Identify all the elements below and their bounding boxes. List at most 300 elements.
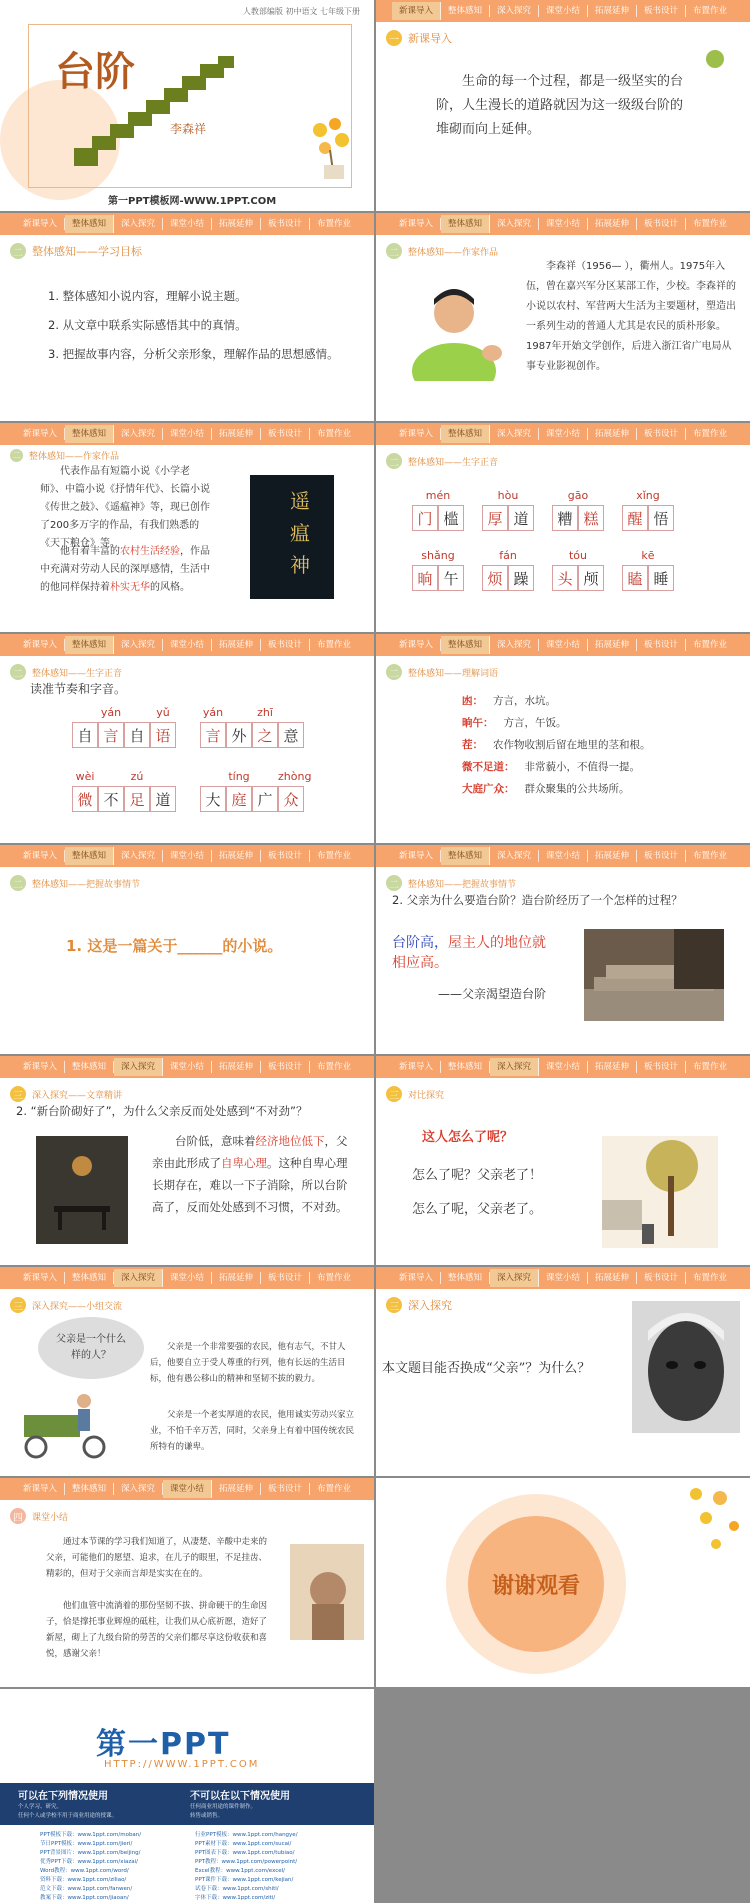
- vocab-definition: 方言，午饭。: [503, 717, 567, 729]
- slide-title-question: [376, 1267, 750, 1476]
- resource-link[interactable]: 字体下载：www.1ppt.com/ziti/: [195, 1895, 276, 1901]
- section-header: [10, 875, 140, 891]
- section-title: 整体感知——生字正音: [32, 668, 123, 679]
- nav-item[interactable]: 布置作业: [317, 851, 352, 861]
- idiom-char: [200, 706, 226, 748]
- nav-bar: [0, 423, 374, 445]
- pinyin-label: tóu: [568, 549, 587, 562]
- dot-icon: [706, 50, 724, 68]
- char-box: 道: [150, 786, 176, 812]
- nav-item[interactable]: 新课导入: [392, 1272, 441, 1284]
- nav-item[interactable]: 新课导入: [16, 1061, 65, 1073]
- nav-item[interactable]: 拓展延伸: [212, 1483, 261, 1495]
- nav-item[interactable]: 布置作业: [693, 219, 728, 229]
- char-pair: [622, 505, 674, 531]
- vocab-term: 微不足道：: [462, 761, 515, 773]
- title-question: 本文题目能否换成“父亲”？为什么？: [382, 1361, 591, 1376]
- discussion-text: 父亲是一个老实厚道的农民，他用诚实劳动兴家立业，不怕千辛万苦，同时，父亲身上有着中国传统农民所特有的谦卑。: [150, 1410, 355, 1452]
- char-box: 意: [278, 722, 304, 748]
- vocab-definition: 非常藐小，不值得一提。: [524, 761, 640, 773]
- nav-item[interactable]: 拓展延伸: [588, 639, 637, 651]
- char-box: 躁: [508, 565, 534, 591]
- cart-illustration: [14, 1385, 114, 1465]
- idiom-row: [72, 706, 304, 748]
- pinyin-label: yǔ: [156, 706, 170, 719]
- flower-illustration: [300, 110, 360, 180]
- nav-item[interactable]: 课堂小结: [163, 639, 212, 651]
- pinyin-label: yán: [100, 706, 122, 719]
- char-pair: [552, 565, 604, 591]
- pinyin-label: [124, 706, 150, 722]
- nav-item[interactable]: 拓展延伸: [588, 1061, 637, 1073]
- nav-item[interactable]: 整体感知: [441, 215, 490, 233]
- nav-item[interactable]: 深入探究: [490, 639, 539, 651]
- badge-icon: 三: [10, 1297, 26, 1313]
- section-header: [386, 453, 498, 469]
- char-box: 言: [200, 722, 226, 748]
- nav-item[interactable]: 布置作业: [693, 851, 728, 861]
- nav-item[interactable]: 整体感知: [65, 847, 114, 865]
- nav-item[interactable]: 布置作业: [317, 1062, 352, 1072]
- slide-author: [376, 213, 750, 421]
- nav-bar: [0, 1478, 374, 1500]
- summary-text: 他们血管中流淌着的那份坚韧不拔、拼命硬干的生命因子，恰是撑托事业辉煌的砥柱，让我们从心底祈愿，造好了新屋，砌上了九级台阶的勞苦的父亲们都尽享这份收获和喜悦，感谢父亲！: [46, 1601, 268, 1659]
- nav-item[interactable]: 课堂小结: [163, 850, 212, 862]
- vocab-definition: 农作物收割后留在地里的茎和根。: [493, 739, 651, 751]
- pinyin-label: fán: [499, 549, 517, 562]
- resource-link[interactable]: 试卷下载：www.1ppt.com/shiti/: [195, 1886, 279, 1892]
- idiom-group: [200, 770, 311, 812]
- vocab-term: 凼：: [462, 695, 483, 707]
- cover-brand: 第一PPT模板网-WWW.1PPT.COM: [108, 196, 277, 207]
- nav-item[interactable]: 布置作业: [693, 429, 728, 439]
- resource-link[interactable]: PPT模板下载：www.1ppt.com/moban/: [40, 1832, 142, 1838]
- nav-item[interactable]: 整体感知: [441, 1061, 490, 1073]
- slide-vocab: [376, 634, 750, 843]
- char-box: 言: [98, 722, 124, 748]
- father-illustration: [602, 1136, 718, 1248]
- badge-icon: 一: [386, 30, 402, 46]
- pinyin-label: [150, 770, 176, 786]
- nav-item[interactable]: 板书设计: [261, 639, 310, 651]
- brand-logo: 第一PPT: [96, 1727, 231, 1762]
- bench-photo: [36, 1136, 128, 1244]
- idiom-char: [278, 770, 311, 812]
- nav-item[interactable]: 课堂小结: [539, 850, 588, 862]
- nav-item[interactable]: 板书设计: [637, 639, 686, 651]
- char-box: 槛: [438, 505, 464, 531]
- resource-link[interactable]: Word教程：www.1ppt.com/word/: [40, 1868, 129, 1874]
- vocab-term: 茬：: [462, 739, 483, 751]
- cannot-title: 不可以在以下情况使用: [190, 1791, 290, 1802]
- goal-item: 2. 从文章中联系实际感悟其中的真情。: [48, 318, 247, 332]
- pinyin-label: [252, 770, 278, 786]
- goal-item: 1. 整体感知小说内容，理解小说主题。: [48, 289, 247, 303]
- char-box: 微: [72, 786, 98, 812]
- cover-header: 人教部编版 初中语文 七年级下册: [242, 7, 360, 16]
- word-group: [412, 549, 464, 591]
- answer-red: 屋主人的地位就相应高。: [392, 935, 546, 971]
- nav-bar: [376, 0, 750, 22]
- nav-item[interactable]: 新课导入: [392, 1061, 441, 1073]
- word-group: [552, 549, 604, 591]
- slide-intro: [376, 0, 750, 211]
- badge-icon: 二: [386, 243, 402, 259]
- nav-item[interactable]: 板书设计: [637, 1061, 686, 1073]
- badge-icon: 二: [386, 453, 402, 469]
- section-title: 深入探究: [408, 1299, 452, 1312]
- nav-item[interactable]: 板书设计: [637, 428, 686, 440]
- section-header: [386, 243, 498, 259]
- vocab-item: [462, 778, 651, 800]
- can-item: 任何个人或学校不用于商业用途的授课。: [18, 1813, 118, 1819]
- nav-item[interactable]: 板书设计: [261, 1272, 310, 1284]
- nav-bar: [376, 423, 750, 445]
- analysis-answer: [152, 1130, 348, 1218]
- idiom-char: [252, 770, 278, 812]
- section-title: 新课导入: [408, 32, 452, 45]
- style-text: ，作品中充满对劳动人民的深厚感情，生活中的他同样保持着: [40, 546, 210, 593]
- nav-item[interactable]: 课堂小结: [539, 639, 588, 651]
- resource-link[interactable]: PPT课件下载：www.1ppt.com/kejian/: [195, 1877, 294, 1883]
- section-title: 整体感知——把握故事情节: [408, 879, 517, 890]
- answer-highlight: 自卑心理: [221, 1156, 267, 1170]
- answer-blue: 台阶高，: [392, 935, 448, 951]
- char-box: 门: [412, 505, 438, 531]
- old-man-photo: [632, 1301, 740, 1433]
- nav-bar: [376, 213, 750, 235]
- nav-item[interactable]: 拓展延伸: [212, 218, 261, 230]
- resource-link[interactable]: PPT图表下载：www.1ppt.com/tubiao/: [195, 1850, 295, 1856]
- nav-item[interactable]: 拓展延伸: [588, 1272, 637, 1284]
- vocab-list: [462, 690, 651, 800]
- word-group: [482, 549, 534, 591]
- slide-brand: [0, 1689, 374, 1903]
- compare-line: 怎么了呢，父亲老了。: [412, 1202, 543, 1217]
- idiom-row: [72, 770, 311, 812]
- nav-item[interactable]: 新课导入: [16, 1483, 65, 1495]
- idiom-char: [252, 706, 278, 748]
- thanks-text: 谢谢观看: [491, 1573, 580, 1599]
- nav-item[interactable]: 板书设计: [261, 428, 310, 440]
- nav-item[interactable]: 课堂小结: [539, 428, 588, 440]
- nav-item[interactable]: 拓展延伸: [588, 5, 637, 17]
- pinyin-label: kē: [641, 549, 655, 562]
- vocab-definition: 方言，水坑。: [493, 695, 556, 707]
- steps-photo: [584, 929, 724, 1021]
- nav-item[interactable]: 整体感知: [441, 425, 490, 443]
- idiom-char: [150, 706, 176, 748]
- char-box: 之: [252, 722, 278, 748]
- plot-note: ——父亲渴望造台阶: [438, 987, 547, 1001]
- pinyin-label: [72, 706, 98, 722]
- nav-item[interactable]: 拓展延伸: [588, 850, 637, 862]
- nav-item[interactable]: 布置作业: [693, 1273, 728, 1283]
- resource-link[interactable]: 范文下载：www.1ppt.com/fanwen/: [40, 1886, 133, 1892]
- nav-item[interactable]: 板书设计: [261, 850, 310, 862]
- word-group: [482, 489, 534, 531]
- section-header: [386, 1297, 452, 1313]
- char-box: 糕: [578, 505, 604, 531]
- pinyin-label: mén: [425, 489, 451, 502]
- resource-link[interactable]: Excel教程：www.1ppt.com/excel/: [195, 1868, 286, 1874]
- nav-item[interactable]: 深入探究: [490, 850, 539, 862]
- char-box: 悟: [648, 505, 674, 531]
- vocab-item: [462, 712, 651, 734]
- section-title: 整体感知——生字正音: [408, 457, 499, 468]
- idiom-char: [98, 770, 124, 812]
- nav-item[interactable]: 拓展延伸: [212, 1272, 261, 1284]
- nav-item[interactable]: 深入探究: [490, 1058, 539, 1076]
- nav-item[interactable]: 整体感知: [65, 1272, 114, 1284]
- resource-link[interactable]: 优秀PPT下载：www.1ppt.com/xiazai/: [40, 1859, 139, 1865]
- style-text: 他有着丰富的: [60, 546, 120, 557]
- nav-item[interactable]: 新课导入: [392, 639, 441, 651]
- can-title: 可以在下列情况使用: [18, 1791, 108, 1802]
- slide-discussion: [0, 1267, 374, 1476]
- char-box: 众: [278, 786, 304, 812]
- pinyin-label: [200, 770, 226, 786]
- nav-item[interactable]: 新课导入: [16, 639, 65, 651]
- vocab-term: 大庭广众：: [462, 783, 515, 795]
- section-header: [10, 1297, 122, 1313]
- nav-item[interactable]: 深入探究: [114, 850, 163, 862]
- nav-item[interactable]: 布置作业: [693, 1062, 728, 1072]
- word-group: [552, 489, 604, 531]
- thought-bubble: [38, 1317, 144, 1379]
- nav-item[interactable]: 新课导入: [16, 850, 65, 862]
- char-box: 大: [200, 786, 226, 812]
- nav-item[interactable]: 拓展延伸: [212, 1061, 261, 1073]
- cover-title: 台阶: [55, 48, 135, 95]
- nav-item[interactable]: 课堂小结: [539, 5, 588, 17]
- char-box: 外: [226, 722, 252, 748]
- nav-bar: [376, 1267, 750, 1289]
- slide-summary: [0, 1478, 374, 1687]
- nav-item[interactable]: 课堂小结: [539, 218, 588, 230]
- nav-item[interactable]: 布置作业: [317, 1273, 352, 1283]
- char-box: 醒: [622, 505, 648, 531]
- nav-item[interactable]: 课堂小结: [163, 1272, 212, 1284]
- resource-link[interactable]: PPT素材下载：www.1ppt.com/sucai/: [195, 1841, 292, 1847]
- nav-bar: [376, 634, 750, 656]
- nav-item[interactable]: 深入探究: [114, 428, 163, 440]
- nav-item[interactable]: 拓展延伸: [212, 639, 261, 651]
- nav-item[interactable]: 布置作业: [317, 219, 352, 229]
- section-header: [386, 30, 452, 46]
- idiom-group: [72, 706, 176, 748]
- section-title: 深入探究——文章精讲: [32, 1090, 123, 1101]
- resource-link[interactable]: PPT教程：www.1ppt.com/powerpoint/: [195, 1859, 298, 1865]
- nav-bar: [0, 1267, 374, 1289]
- pinyin-label: wèi: [75, 770, 95, 783]
- nav-item[interactable]: 深入探究: [114, 1483, 163, 1495]
- nav-item[interactable]: 整体感知: [65, 215, 114, 233]
- char-box: 自: [72, 722, 98, 748]
- section-header: [10, 449, 119, 462]
- nav-item[interactable]: 板书设计: [261, 218, 310, 230]
- char-box: 厚: [482, 505, 508, 531]
- nav-item[interactable]: 深入探究: [114, 218, 163, 230]
- slide-thanks: [376, 1478, 750, 1687]
- pinyin-label: yán: [202, 706, 224, 719]
- nav-item[interactable]: 拓展延伸: [588, 428, 637, 440]
- nav-item[interactable]: 课堂小结: [539, 1061, 588, 1073]
- nav-bar: [0, 213, 374, 235]
- idiom-char: [72, 706, 98, 748]
- nav-bar: [376, 1056, 750, 1078]
- slide-plot-1: [0, 845, 374, 1054]
- bubble-text: 父亲是一个什么样的人？: [56, 1334, 126, 1361]
- book-title: 遥瘟神: [290, 489, 310, 577]
- word-group: [412, 489, 464, 531]
- nav-item[interactable]: 板书设计: [637, 5, 686, 17]
- section-header: [386, 664, 498, 680]
- nav-item[interactable]: 新课导入: [16, 218, 65, 230]
- pinyin-label: [278, 706, 304, 722]
- section-title: 整体感知——作家作品: [29, 452, 120, 462]
- char-box: 广: [252, 786, 278, 812]
- nav-item[interactable]: 课堂小结: [163, 218, 212, 230]
- section-title: 整体感知——理解词语: [408, 668, 499, 679]
- vocab-term: 晌午：: [462, 717, 494, 729]
- nav-item[interactable]: 深入探究: [490, 1269, 539, 1287]
- resource-link[interactable]: 节日PPT模板：www.1ppt.com/jieri/: [40, 1841, 133, 1847]
- section-header: [10, 243, 142, 259]
- resource-link[interactable]: 教案下载：www.1ppt.com/jiaoan/: [40, 1895, 129, 1901]
- slide-compare: [376, 1056, 750, 1265]
- nav-item[interactable]: 板书设计: [637, 850, 686, 862]
- nav-item[interactable]: 新课导入: [392, 218, 441, 230]
- char-pair: [482, 565, 534, 591]
- pinyin-row: [412, 489, 674, 531]
- nav-item[interactable]: 课堂小结: [163, 1480, 212, 1498]
- section-title: 深入探究——小组交流: [32, 1301, 123, 1312]
- resource-link[interactable]: PPT背景图片：www.1ppt.com/beijing/: [40, 1850, 141, 1856]
- works-text: 代表作品有短篇小说《小学老师》、中篇小说《抒情年代》、长篇小说《传世之鼓》、《遥瘟神》等，现已创作了200多万字的作品，有我们熟悉的《天下粮仓》等。: [40, 466, 210, 549]
- pinyin-label: shǎng: [421, 549, 455, 562]
- nav-item[interactable]: 新课导入: [392, 428, 441, 440]
- nav-item[interactable]: 拓展延伸: [212, 850, 261, 862]
- nav-item[interactable]: 新课导入: [392, 2, 441, 20]
- stairs-illustration: [74, 56, 234, 166]
- nav-item[interactable]: 布置作业: [317, 640, 352, 650]
- book-cover: [250, 475, 334, 599]
- brand-url: HTTP://WWW.1PPT.COM: [104, 1759, 260, 1770]
- nav-item[interactable]: 新课导入: [16, 428, 65, 440]
- pinyin-label: xǐng: [636, 489, 660, 502]
- slide-plot-2: [376, 845, 750, 1054]
- author-bio: 李森祥（1956— ），衢州人。1975年入伍，曾在嘉兴军分区某部工作，少校。李森祥的小说以农村、军营两大生活为主要题材，塑造出一系列生动的普通人尤其是农民的质朴形象。1987年开始文学创作，后进入浙江省广电局从事专业影视创作。: [526, 261, 736, 372]
- nav-item[interactable]: 整体感知: [65, 1061, 114, 1073]
- link-list: [40, 1831, 340, 1902]
- goal-item: 3. 把握故事内容，分析父亲形象，理解作品的思想感情。: [48, 347, 339, 361]
- nav-item[interactable]: 布置作业: [693, 640, 728, 650]
- vocab-item: [462, 690, 651, 712]
- author-photo: [404, 271, 514, 381]
- section-header: [386, 1086, 444, 1102]
- pinyin-label: [98, 770, 124, 786]
- slide-analysis: [0, 1056, 374, 1265]
- nav-item[interactable]: 课堂小结: [163, 1061, 212, 1073]
- compare-line: 怎么了呢？父亲老了！: [412, 1168, 543, 1183]
- char-pair: [412, 565, 464, 591]
- resource-link[interactable]: 行业PPT模板：www.1ppt.com/hangye/: [195, 1832, 298, 1838]
- nav-item[interactable]: 板书设计: [261, 1061, 310, 1073]
- plot-question: 1. 这是一篇关于______的小说。: [66, 937, 283, 955]
- vocab-definition: 群众聚集的公共场所。: [524, 783, 630, 795]
- cover-author: 李森祥: [170, 122, 207, 136]
- nav-item[interactable]: 板书设计: [637, 1272, 686, 1284]
- intro-text: 生命的每一个过程，都是一级坚实的台阶，人生漫长的道路就因为这一级级台阶的堆砌而向上延伸。: [436, 74, 684, 137]
- idiom-char: [226, 706, 252, 748]
- nav-item[interactable]: 整体感知: [65, 1483, 114, 1495]
- section-header: [10, 1508, 68, 1524]
- nav-item[interactable]: 拓展延伸: [212, 428, 261, 440]
- kite-photo: [290, 1544, 364, 1640]
- answer-text: ，父亲由此形成了: [152, 1134, 348, 1170]
- nav-item[interactable]: 深入探究: [490, 5, 539, 17]
- slide-goals: [0, 213, 374, 421]
- nav-item[interactable]: 整体感知: [65, 425, 114, 443]
- nav-item[interactable]: 整体感知: [441, 1272, 490, 1284]
- idiom-char: [226, 770, 252, 812]
- idiom-group: [200, 706, 304, 748]
- resource-link[interactable]: 资料下载：www.1ppt.com/ziliao/: [40, 1877, 127, 1883]
- nav-item[interactable]: 整体感知: [441, 5, 490, 17]
- discussion-text: 父亲是一个非常要强的农民，他有志气，不甘人后，他要自立于受人尊重的行列，他有长远的生活目标，他有愚公移山的精神和坚韧不拔的毅力。: [150, 1342, 346, 1384]
- badge-icon: 二: [10, 664, 26, 680]
- nav-item[interactable]: 整体感知: [441, 636, 490, 654]
- nav-item[interactable]: 板书设计: [261, 1483, 310, 1495]
- flower-illustration: [676, 1478, 750, 1568]
- works-style: [40, 543, 212, 597]
- answer-text: 台阶低，意味着: [175, 1134, 256, 1148]
- badge-icon: 二: [10, 243, 26, 259]
- nav-item[interactable]: 布置作业: [317, 429, 352, 439]
- pinyin-label: tíng: [228, 770, 250, 783]
- pinyin-label: [226, 706, 252, 722]
- char-box: 糟: [552, 505, 578, 531]
- nav-item[interactable]: 课堂小结: [539, 1272, 588, 1284]
- nav-item[interactable]: 深入探究: [114, 1058, 163, 1076]
- nav-item[interactable]: 板书设计: [637, 218, 686, 230]
- nav-item[interactable]: 布置作业: [693, 6, 728, 16]
- section-title: 整体感知——学习目标: [32, 245, 142, 258]
- idiom-char: [200, 770, 226, 812]
- nav-item[interactable]: 深入探究: [490, 218, 539, 230]
- badge-icon: 二: [386, 664, 402, 680]
- summary-text: 通过本节课的学习我们知道了，从凄楚、辛酸中走来的父亲，可能他们的愿望、追求，在儿子的眼里，不足挂齿、精彩的，但对于父亲而言却是实实在在的。: [46, 1537, 268, 1579]
- nav-bar: [376, 845, 750, 867]
- char-box: 头: [552, 565, 578, 591]
- answer-text: 。这种自卑心理长期存在，难以一下子消除，所以台阶高了，反而处处感到不习惯，不对劲。: [152, 1156, 348, 1214]
- nav-item[interactable]: 深入探究: [114, 639, 163, 651]
- nav-item[interactable]: 课堂小结: [163, 428, 212, 440]
- section-title: 对比探究: [408, 1090, 445, 1101]
- nav-item[interactable]: 新课导入: [392, 850, 441, 862]
- nav-bar: [0, 1056, 374, 1078]
- char-box: 足: [124, 786, 150, 812]
- badge-icon: 二: [386, 875, 402, 891]
- nav-item[interactable]: 整体感知: [65, 636, 114, 654]
- nav-item[interactable]: 整体感知: [441, 847, 490, 865]
- nav-item[interactable]: 深入探究: [114, 1269, 163, 1287]
- nav-item[interactable]: 新课导入: [16, 1272, 65, 1284]
- nav-item[interactable]: 布置作业: [317, 1484, 352, 1494]
- nav-item[interactable]: 深入探究: [490, 428, 539, 440]
- nav-item[interactable]: 拓展延伸: [588, 218, 637, 230]
